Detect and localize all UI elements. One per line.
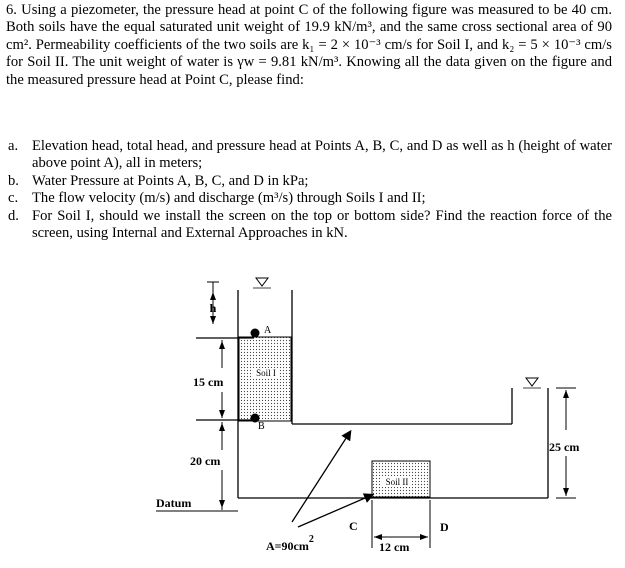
statement-line-1: Using a piezometer, the pressure head at point C of the following figure was measured [21, 2, 534, 18]
area-label: $A=90cm^2$ [266, 534, 314, 553]
statement-rest: to be 40 cm. Both soils have the equal saturated unit weight of 19.9 kN/m³, and the same cross sectional area of 90 cm². Permeability coefficients of the two soils are k₁ = 2 × 10⁻³ cm/s for Soil I, and k₂ = 5 × 10⁻³ cm/s for Soil II. The unit weight of water is γw = 9.81 kN/m³. Knowing all the data given on the figure and the measured pressure head at Point C, please find: [6, 2, 612, 88]
dim-25cm-label: 25 cm [549, 440, 580, 454]
h-label: h [209, 301, 217, 315]
part-d-text: For Soil I, should we install the screen on the top or bottom side? Find the reaction force of the screen, using Internal and External Approaches in kN. [32, 207, 612, 242]
soil-1-sample [239, 337, 291, 421]
point-c-label: C [349, 519, 358, 533]
problem-number: 6. [6, 2, 17, 18]
datum-label: Datum [156, 496, 192, 510]
part-d-label: d. [8, 207, 19, 224]
part-a-text: Elevation head, total head, and pressure head at Points A, B, C, and D as well as h (height of water above point A), all in meters; [32, 138, 612, 172]
point-a-dot [251, 329, 260, 338]
part-c-label: c. [8, 190, 19, 207]
point-a-label: A [264, 325, 272, 336]
part-a-label: a. [8, 138, 19, 154]
point-d-label: D [440, 520, 449, 534]
water-level-marker-left [256, 278, 268, 286]
dim-15cm-label: 15 cm [193, 375, 224, 389]
soil-1-label: Soil I [256, 368, 276, 378]
soil-2-label: Soil II [385, 477, 409, 487]
dim-20cm-label: 20 cm [190, 454, 221, 468]
part-b-label: b. [8, 172, 19, 189]
part-c-text: The flow velocity (m/s) and discharge (m³/s) through Soils I and II; [32, 190, 426, 207]
part-b-text: Water Pressure at Points A, B, C, and D in kPa; [32, 172, 309, 189]
water-level-marker-right [526, 378, 538, 386]
point-b-label: B [258, 421, 265, 432]
dim-12cm-label: 12 cm [379, 540, 410, 554]
